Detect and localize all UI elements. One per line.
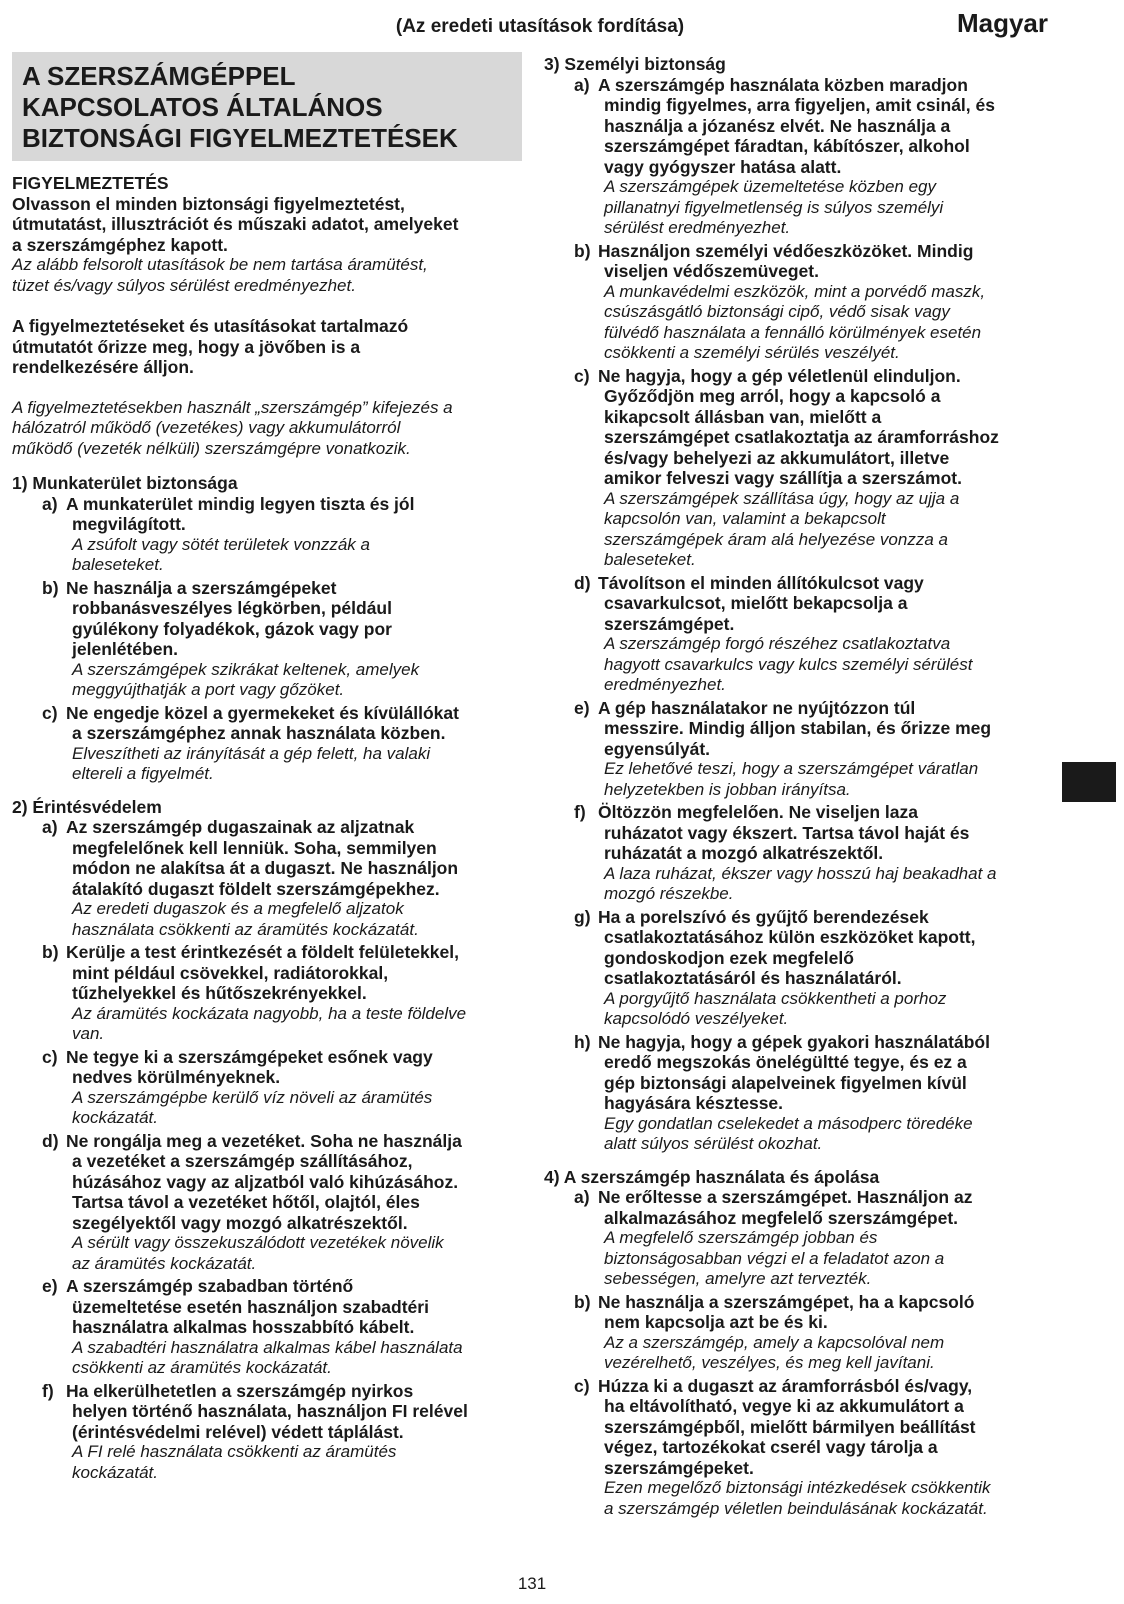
title-box [12, 52, 522, 161]
list-item [544, 1032, 1054, 1155]
item-bold-line: megfelelőnek kell lenniük. Soha, semmilyen [72, 837, 437, 858]
text-line: A figyelmeztetésekben használt „szerszámgép” kifejezés a [12, 397, 453, 417]
item-italic-line: A zsúfolt vagy sötét területek vonzzák a [72, 534, 370, 554]
item-italic-line: eltereli a figyelmét. [72, 764, 214, 783]
header-language: Magyar [956, 8, 1048, 38]
item-bold-line: húzásához vagy az aljzatból való kihúzásához. [72, 1171, 459, 1192]
item-bold-line: mint például csövekkel, radiátorokkal, [72, 962, 389, 983]
item-bold-line [544, 1292, 1054, 1313]
item-bold-line: üzemeltetése esetén használjon szabadtéri [72, 1296, 429, 1317]
item-bold-line [544, 241, 1054, 262]
text-line: Ha elkerülhetetlen a szerszámgép nyirkos [66, 1380, 414, 1401]
item-bold-line [544, 698, 1054, 719]
item-bold-line: ruházatát a mozgó alkatrészektől. [604, 843, 884, 863]
item-italic-line: A szerszámgépek üzemeltetése közben egy [604, 177, 936, 196]
list-item [544, 573, 1054, 696]
list-item [12, 1131, 522, 1275]
item-bold-line: ha eltávolítható, vegye ki az akkumulátort a [604, 1396, 964, 1416]
title-line: A SZERSZÁMGÉPPEL [22, 61, 296, 91]
item-bold-line: csatlakoztatásáról és használatáról. [604, 968, 902, 988]
text-line: Ne használja a szerszámgépet, ha a kapcsoló [598, 1291, 975, 1312]
item-label: e) [42, 1276, 58, 1296]
item-italic-line: A sérült vagy összekuszálódott vezetékek növelik [72, 1233, 444, 1252]
item-label: a) [574, 74, 590, 95]
item-label: f) [42, 1380, 54, 1401]
section [12, 473, 522, 785]
item-bold-line [12, 494, 522, 515]
item-bold-line: csavarkulcsot, mielőtt bekapcsolja a [604, 593, 908, 613]
list-item [544, 241, 1054, 364]
item-bold-line: vagy gyógyszer hatása alatt. [604, 156, 842, 177]
page-number: 131 [517, 1574, 547, 1593]
item-italic-line: A szerszámgép forgó részéhez csatlakoztatva [604, 634, 951, 653]
list-item [12, 703, 522, 785]
text-line: Öltözzön megfelelően. Ne viseljen laza [598, 802, 918, 822]
item-bold-line [12, 817, 522, 838]
item-bold-line: gondoskodjon ezek megfelelő [604, 947, 854, 968]
item-bold-line [544, 573, 1054, 594]
item-italic-line: a szerszámgép véletlen beindulásának kockázatát. [604, 1498, 988, 1518]
item-italic-line: sebességen, amelyre azt tervezték. [604, 1269, 872, 1288]
item-italic-line: az áramütés kockázatát. [72, 1253, 257, 1273]
item-bold-line: módon ne alakítsa át a dugaszt. Ne használjon [72, 858, 459, 878]
item-bold-line: gép biztonsági alapelveinek figyelmen kívül [604, 1072, 967, 1093]
text-line: A gép használatakor ne nyújtózzon túl [598, 697, 916, 718]
item-italic-line: szerszámgépek áram alá helyezése vonzza a [604, 529, 948, 549]
item-bold-line: gyúlékony folyadékok, gázok vagy por [72, 618, 392, 639]
item-bold-line: messzire. Mindig álljon stabilan, és őrizze meg [604, 718, 992, 738]
item-label: h) [574, 1031, 591, 1052]
item-bold-line: helyen történő használata, használjon FI relével [72, 1401, 468, 1421]
right-column [544, 52, 1054, 1521]
item-bold-line: tűzhelyekkel és hűtőszekrényekkel. [72, 983, 367, 1003]
item-bold-line: átalakító dugaszt földelt szerszámgépekhez. [72, 878, 440, 899]
list-item [544, 1292, 1054, 1374]
item-label: e) [574, 697, 590, 718]
text-line: Ne hagyja, hogy a gép véletlenül elinduljon. [598, 365, 961, 386]
text-line: Használjon személyi védőeszközöket. Mindig [598, 240, 974, 261]
item-italic-line: kapcsolón van, valamint a bekapcsolt [604, 509, 886, 528]
item-bold-line [12, 1131, 522, 1152]
item-bold-line [544, 366, 1054, 387]
list-item [544, 907, 1054, 1030]
item-bold-line: megvilágított. [72, 514, 186, 534]
text-line: működő (vezeték nélküli) szerszámgépre vonatkozik. [12, 438, 411, 458]
item-bold-line: (érintésvédelmi relével) védett táplálást. [72, 1421, 404, 1442]
text-line: Kerülje a test érintkezését a földelt felületekkel, [66, 942, 459, 962]
item-italic-line: A szerszámgépek szállítása úgy, hogy az ujja a [604, 488, 960, 508]
item-bold-line: egyensúlyát. [604, 738, 711, 759]
item-bold-line [12, 578, 522, 599]
item-bold-line: a szerszámgéphez annak használata közben. [72, 723, 446, 743]
item-bold-line [544, 1376, 1054, 1397]
item-italic-line: kockázatát. [72, 1108, 158, 1127]
item-italic-line: A megfelelő szerszámgép jobban és [604, 1228, 878, 1247]
section-heading: 3) Személyi biztonság [544, 54, 726, 74]
item-bold-line: nem kapcsolja azt be és ki. [604, 1312, 828, 1332]
item-italic-line: baleseteket. [604, 550, 696, 569]
item-bold-line [12, 1276, 522, 1297]
section [544, 1167, 1054, 1520]
item-bold-line: szegélyektől vagy mozgó alkatrészektől. [72, 1212, 408, 1233]
item-italic-line: Egy gondatlan cselekedet a másodperc töredéke [604, 1113, 973, 1133]
text-line: A munkaterület mindig legyen tiszta és jól [66, 493, 415, 514]
text-line: Olvasson el minden biztonsági figyelmeztetést, [12, 193, 405, 214]
item-bold-line: végez, tartozékokat cserél vagy tárolja a [604, 1437, 938, 1457]
text-line: rendelkezésére álljon. [12, 357, 194, 377]
item-bold-line: mindig figyelmes, arra figyeljen, amit csinál, és [604, 95, 995, 115]
warning-heading: FIGYELMEZTETÉS [12, 173, 169, 193]
item-italic-line: A szerszámgépek szikrákat keltenek, amelyek [72, 659, 420, 679]
item-label: d) [42, 1130, 59, 1151]
item-italic-line: meggyújthatják a port vagy gőzöket. [72, 680, 345, 699]
title-line: KAPCSOLATOS ÁLTALÁNOS [22, 92, 383, 122]
item-italic-line: A szabadtéri használatra alkalmas kábel használata [72, 1337, 463, 1357]
item-label: g) [574, 906, 591, 927]
item-label: b) [574, 240, 591, 261]
text-line: Ne engedje közel a gyermekeket és kívülállókat [66, 702, 459, 723]
item-label: d) [574, 572, 591, 593]
left-column [12, 52, 522, 1485]
item-bold-line: és/vagy behelyezi az akkumulátort, illetve [604, 447, 950, 468]
item-italic-line: kockázatát. [72, 1462, 158, 1482]
sections-right [544, 54, 1054, 1519]
item-bold-line: nedves körülményeknek. [72, 1067, 281, 1087]
list-item [12, 494, 522, 576]
item-bold-line: Tartsa távol a vezetéket hőtől, olajtól, éles [72, 1192, 420, 1212]
item-italic-line: Az eredeti dugaszok és a megfelelő aljzatok [72, 899, 404, 918]
item-label: a) [42, 493, 58, 514]
text-line: Távolítson el minden állítókulcsot vagy [598, 572, 924, 593]
text-line: Ha a porelszívó és gyűjtő berendezések [598, 906, 929, 927]
item-italic-line: Az áramütés kockázata nagyobb, ha a teste földelve [72, 1003, 467, 1023]
item-label: b) [574, 1291, 591, 1312]
item-italic-line: kapcsolódó veszélyeket. [604, 1009, 789, 1028]
item-italic-line: A laza ruházat, ékszer vagy hosszú haj beakadhat a [604, 863, 997, 883]
item-italic-line: pillanatnyi figyelmetlenség is súlyos személyi [604, 197, 944, 217]
item-italic-line: alatt súlyos sérülést okozhat. [604, 1134, 823, 1153]
text-line: A szerszámgép használata közben maradjon [598, 74, 968, 95]
section-heading: 1) Munkaterület biztonsága [12, 473, 238, 493]
item-bold-line [12, 703, 522, 724]
item-label: b) [42, 577, 59, 598]
item-italic-line: A porgyűjtő használata csökkentheti a porhoz [604, 988, 947, 1008]
list-item [544, 1376, 1054, 1520]
list-item [12, 817, 522, 940]
item-italic-line: eredményezhet. [604, 675, 726, 694]
item-bold-line: jelenlétében. [72, 639, 179, 659]
text-line: hálózatról működő (vezetékes) vagy akkumulátorról [12, 418, 401, 437]
item-bold-line: csatlakoztatásához külön eszközöket kapott, [604, 927, 976, 947]
item-italic-line: csökkenti az áramütés kockázatát. [72, 1358, 332, 1377]
list-item [544, 75, 1054, 239]
item-bold-line: hagyására késztesse. [604, 1093, 784, 1113]
item-bold-line: kikapcsolt állásban van, mielőtt a [604, 406, 882, 427]
item-italic-line: sérülést eredményezhet. [604, 218, 791, 237]
keep-instructions [12, 316, 522, 378]
item-label: f) [574, 802, 586, 822]
item-label: c) [42, 1046, 58, 1067]
title-line: BIZTONSÁGI FIGYELMEZTETÉSEK [22, 123, 458, 153]
item-bold-line: szerszámgépet. [604, 613, 735, 634]
item-bold-line [544, 1187, 1054, 1208]
item-bold-line: használatra alkalmas hosszabbító kábelt. [72, 1317, 415, 1337]
text-line: útmutatást, illusztrációt és műszaki adatot, amelyeket [12, 214, 459, 234]
section [544, 54, 1054, 1155]
item-bold-line: eredő megszokás önelégültté tegye, és ez a [604, 1052, 967, 1072]
text-line: tüzet és/vagy súlyos sérülést eredményezhet. [12, 275, 356, 295]
item-bold-line [544, 907, 1054, 928]
item-bold-line: viseljen védőszemüveget. [604, 261, 819, 281]
text-line: Húzza ki a dugaszt az áramforrásból és/vagy, [598, 1375, 973, 1396]
item-bold-line [544, 1032, 1054, 1053]
sections-left [12, 473, 522, 1483]
header-subtitle: (Az eredeti utasítások fordítása) [395, 16, 685, 37]
item-italic-line: A szerszámgépbe kerülő víz növeli az áramütés [72, 1087, 433, 1107]
item-bold-line [12, 942, 522, 963]
warning-text [12, 194, 522, 256]
text-line: a szerszámgéphez kapott. [12, 234, 228, 255]
item-bold-line: szerszámgépeket. [604, 1457, 754, 1478]
text-line: Ne rongálja meg a vezetéket. Soha ne használja [66, 1130, 462, 1151]
item-bold-line: a vezetéket a szerszámgép szállításához, [72, 1151, 413, 1171]
item-italic-line: A FI relé használata csökkenti az áramütés [72, 1442, 397, 1461]
text-line: Ne használja a szerszámgépeket [66, 577, 337, 598]
list-item [544, 698, 1054, 801]
item-italic-line: használata csökkenti az áramütés kockázatát. [72, 919, 419, 939]
text-line: Ne hagyja, hogy a gépek gyakori használatából [598, 1031, 990, 1052]
item-italic-line: baleseteket. [72, 555, 164, 574]
item-bold-line: használja a józanész elvét. Ne használja a [604, 115, 951, 136]
item-italic-line: csökkenti a személyi sérülés veszélyét. [604, 343, 900, 362]
item-italic-line: van. [72, 1024, 105, 1043]
item-italic-line: mozgó részekbe. [604, 884, 734, 903]
item-bold-line: robbanásveszélyes légkörben, például [72, 598, 392, 618]
item-italic-line: biztonságosabban végzi el a feladatot azon a [604, 1248, 945, 1268]
item-bold-line: szerszámgépet fáradtan, kábítószer, alkohol [604, 136, 970, 156]
section-heading: 4) A szerszámgép használata és ápolása [544, 1166, 880, 1187]
item-italic-line: Az a szerszámgép, amely a kapcsolóval nem [604, 1332, 945, 1352]
item-italic-line: Ezen megelőző biztonsági intézkedések csökkentik [604, 1478, 991, 1497]
text-line: Az alább felsorolt utasítások be nem tartása áramütést, [12, 255, 428, 274]
item-italic-line: hagyott csavarkulcs vagy kulcs személyi sérülést [604, 654, 973, 674]
section-tab-marker [1062, 762, 1116, 802]
section [12, 797, 522, 1484]
list-item [544, 802, 1054, 905]
list-item [12, 1381, 522, 1484]
item-bold-line [544, 75, 1054, 96]
list-item [12, 942, 522, 1045]
text-line: Ne tegye ki a szerszámgépeket esőnek vagy [66, 1046, 433, 1067]
list-item [544, 1187, 1054, 1290]
item-italic-line: A munkavédelmi eszközök, mint a porvédő maszk, [604, 281, 986, 301]
item-label: a) [574, 1187, 590, 1207]
item-bold-line: alkalmazásához megfelelő szerszámgépet. [604, 1207, 959, 1228]
list-item [12, 578, 522, 701]
text-line: útmutatót őrizze meg, hogy a jövőben is a [12, 336, 361, 357]
item-bold-line [544, 802, 1054, 823]
item-bold-line [12, 1381, 522, 1402]
item-label: c) [42, 702, 58, 723]
item-bold-line: szerszámgépet csatlakoztatja az áramforráshoz [604, 427, 999, 447]
item-italic-line: fülvédő használata a fennálló körülmények esetén [604, 322, 982, 342]
item-bold-line: Győződjön meg arról, hogy a kapcsoló a [604, 386, 941, 406]
section-heading: 2) Érintésvédelem [12, 796, 162, 817]
item-label: a) [42, 817, 58, 837]
text-line: A szerszámgép szabadban történő [66, 1276, 354, 1296]
item-italic-line: Elveszítheti az irányítását a gép felett, ha valaki [72, 743, 431, 763]
item-bold-line: ruházatot vagy ékszert. Tartsa távol haját és [604, 822, 970, 843]
list-item [12, 1276, 522, 1379]
item-label: c) [574, 1375, 590, 1396]
warning-consequence [12, 255, 522, 296]
item-italic-line: Ez lehetővé teszi, hogy a szerszámgépet váratlan [604, 759, 979, 778]
item-italic-line: vezérelhető, veszélyes, és meg kell javítani. [604, 1353, 935, 1372]
item-bold-line: amikor felveszi vagy szállítja a szerszámot. [604, 468, 962, 488]
item-italic-line: csúszásgátló biztonsági cipő, védő sisak vagy [604, 302, 950, 321]
item-bold-line: szerszámgépből, mielőtt bármilyen beállítást [604, 1416, 976, 1437]
item-bold-line [12, 1047, 522, 1068]
text-line: A figyelmeztetéseket és utasításokat tartalmazó [12, 316, 409, 336]
list-item [12, 1047, 522, 1129]
item-label: b) [42, 942, 59, 962]
term-definition [12, 398, 522, 460]
text-line: Ne erőltesse a szerszámgépet. Használjon az [598, 1187, 973, 1207]
item-italic-line: helyzetekben is jobban irányítsa. [604, 779, 851, 799]
list-item [544, 366, 1054, 571]
item-label: c) [574, 365, 590, 386]
text-line: Az szerszámgép dugaszainak az aljzatnak [66, 817, 415, 837]
